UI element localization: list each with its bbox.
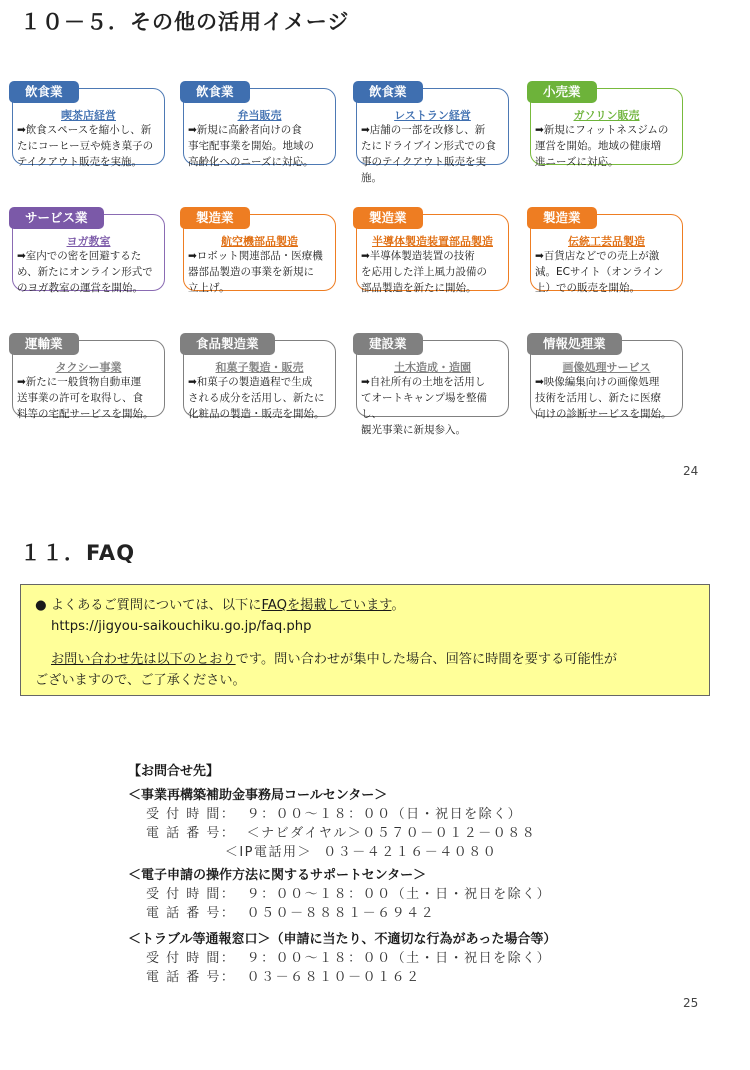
- faq-line-1: ● よくあるご質問については、以下にFAQを掲載しています。: [35, 598, 405, 613]
- case-subtitle: ガソリン販売: [573, 109, 640, 122]
- case-card-taxi: [12, 336, 165, 420]
- industry-tag: 製造業: [527, 207, 597, 229]
- case-subtitle: 航空機部品製造: [221, 235, 298, 248]
- case-description: ➡室内での密を回避するた め、新たにオンライン形式で のヨガ教室の運営を開始。: [17, 250, 153, 294]
- case-card-crafts: [530, 210, 683, 294]
- contact-group-callcenter: ＜事業再構築補助金事務局コールセンター＞ 受 付 時 間： ９：００～１８：００（日・祝日を除く） 電 話 番 号： ＜ナビダイヤル＞０５７０－０１２－０８８ ＜IP電話用＞ ０３－４２１６－４０８０: [128, 788, 537, 860]
- case-subtitle: レストラン経営: [394, 109, 471, 122]
- faq-link[interactable]: FAQを掲載しています: [261, 598, 392, 613]
- contact-group-support: ＜電子申請の操作方法に関するサポートセンター＞ 受 付 時 間： ９：００～１８：００（土・日・祝日を除く） 電 話 番 号： ０５０－８８８１－６９４２: [128, 868, 552, 921]
- faq-notice-box: [20, 584, 710, 696]
- section-title-faq: １１．FAQ: [20, 541, 136, 565]
- case-description: ➡自社所有の土地を活用し てオートキャンプ場を整備し、 観光事業に新規参入。: [361, 376, 487, 436]
- faq-line-3: お問い合わせ先は以下のとおりです。問い合わせが集中した場合、回答に時間を要する可能性が: [51, 652, 618, 667]
- case-description: ➡映像編集向けの画像処理 技術を活用し、新たに医療 向けの診断サービスを開始。: [535, 376, 672, 420]
- case-subtitle: 弁当販売: [237, 109, 282, 122]
- case-subtitle: タクシー事業: [55, 361, 122, 374]
- case-subtitle: 半導体製造装置部品製造: [372, 235, 493, 248]
- case-card-cafe: [12, 84, 165, 168]
- industry-tag: 情報処理業: [527, 333, 622, 355]
- case-description: ➡和菓子の製造過程で生成 される成分を活用し、新たに 化粧品の製造・販売を開始。: [188, 376, 325, 420]
- case-subtitle: ヨガ教室: [66, 235, 111, 248]
- case-description: ➡新たに一般貨物自動車運 送事業の許可を取得し、食 料等の宅配サービスを開始。: [17, 376, 154, 420]
- industry-tag: 製造業: [180, 207, 250, 229]
- case-description: ➡ロボット関連部品・医療機 器部品製造の事業を新規に 立上げ。: [188, 250, 323, 294]
- case-card-image-processing: [530, 336, 683, 420]
- industry-tag: 建設業: [353, 333, 423, 355]
- case-description: ➡飲食スペースを縮小し、新 たにコーヒー豆や焼き菓子の テイクアウト販売を実施。: [17, 124, 154, 168]
- case-card-aircraft-parts: [183, 210, 336, 294]
- industry-tag: 食品製造業: [180, 333, 275, 355]
- section-title-10-5: １０－５．その他の活用イメージ: [20, 10, 350, 34]
- page-number: 25: [683, 996, 699, 1010]
- case-card-bento: [183, 84, 336, 168]
- case-subtitle: 土木造成・造園: [394, 361, 471, 374]
- faq-line-4: ございますので、ご了承ください。: [35, 673, 246, 688]
- industry-tag: サービス業: [9, 207, 104, 229]
- case-subtitle: 画像処理サービス: [562, 361, 651, 374]
- case-card-wagashi: [183, 336, 336, 420]
- case-card-gasoline: [530, 84, 683, 168]
- page-number: 24: [683, 464, 699, 478]
- contact-heading: 【お問合せ先】: [128, 764, 220, 779]
- case-card-semiconductor: [356, 210, 509, 294]
- case-description: ➡新規にフィットネスジムの 運営を開始。地域の健康増 進ニーズに対応。: [535, 124, 669, 168]
- contact-group-trouble: ＜トラブル等通報窓口＞（申請に当たり、不適切な行為があった場合等） 受 付 時 間： ９：００～１８：００（土・日・祝日を除く） 電 話 番 号： ０３－６８１０－０１６２: [128, 932, 557, 985]
- case-card-yoga: [12, 210, 165, 294]
- industry-tag: 小売業: [527, 81, 597, 103]
- case-description: ➡新規に高齢者向けの食 事宅配事業を開始。地域の 高齢化へのニーズに対応。: [188, 124, 314, 168]
- industry-tag: 運輸業: [9, 333, 79, 355]
- case-card-restaurant: [356, 84, 509, 184]
- industry-tag: 飲食業: [353, 81, 423, 103]
- case-card-construction: [356, 336, 509, 436]
- case-description: ➡店舗の一部を改修し、新 たにドライブイン形式での食 事のテイクアウト販売を実施。: [361, 124, 496, 184]
- industry-tag: 製造業: [353, 207, 423, 229]
- case-subtitle: 和菓子製造・販売: [215, 361, 304, 374]
- faq-url[interactable]: https://jigyou-saikouchiku.go.jp/faq.php: [51, 619, 312, 634]
- case-subtitle: 喫茶店経営: [61, 109, 116, 122]
- industry-tag: 飲食業: [180, 81, 250, 103]
- industry-tag: 飲食業: [9, 81, 79, 103]
- case-description: ➡百貨店などでの売上が激 減。ECサイト（オンライン 上）での販売を開始。: [535, 250, 664, 294]
- case-subtitle: 伝統工芸品製造: [568, 235, 645, 248]
- case-description: ➡半導体製造装置の技術 を応用した洋上風力設備の 部品製造を新たに開始。: [361, 250, 487, 294]
